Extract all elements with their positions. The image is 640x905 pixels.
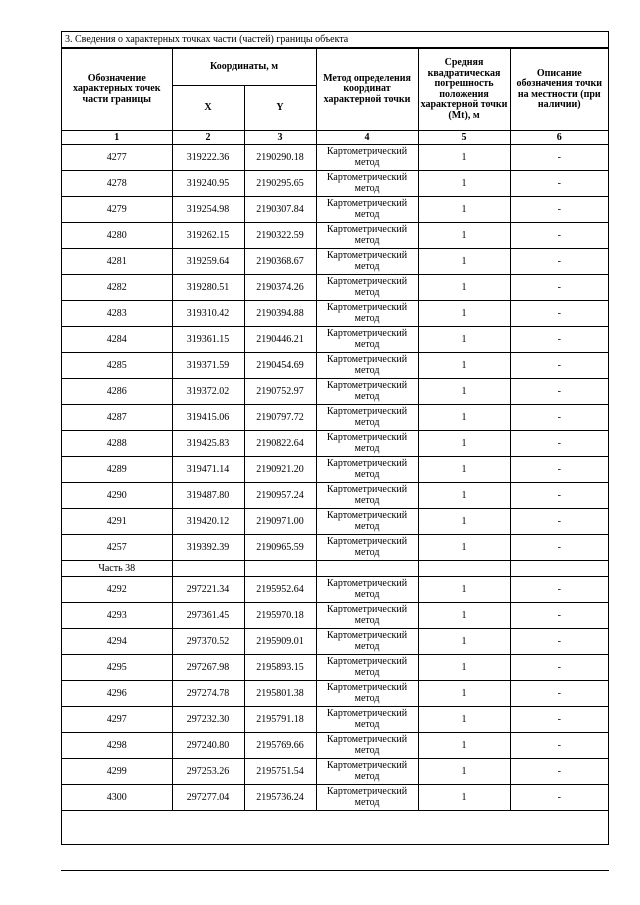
method-cell: Картометрический метод: [316, 171, 418, 197]
point-id-cell: 4296: [62, 681, 172, 707]
x-coordinate-cell: 297277.04: [172, 785, 244, 811]
document-frame: [61, 31, 609, 845]
table-row: [62, 301, 608, 327]
x-coordinate-cell: 319471.14: [172, 457, 244, 483]
table-row: [62, 577, 608, 603]
point-id-cell: 4289: [62, 457, 172, 483]
header-x: X: [172, 86, 244, 131]
description-cell: -: [510, 759, 608, 785]
table-row: [62, 733, 608, 759]
description-cell: -: [510, 535, 608, 561]
table-row: [62, 197, 608, 223]
method-cell: Картометрический метод: [316, 197, 418, 223]
point-id-cell: 4290: [62, 483, 172, 509]
y-coordinate-cell: 2190290.18: [244, 145, 316, 171]
empty-cell: [172, 561, 244, 577]
description-cell: -: [510, 655, 608, 681]
method-cell: Картометрический метод: [316, 707, 418, 733]
y-coordinate-cell: 2195970.18: [244, 603, 316, 629]
x-coordinate-cell: 319361.15: [172, 327, 244, 353]
point-id-cell: 4286: [62, 379, 172, 405]
y-coordinate-cell: 2190752.97: [244, 379, 316, 405]
table-row: [62, 405, 608, 431]
method-cell: Картометрический метод: [316, 353, 418, 379]
table-row: [62, 681, 608, 707]
point-id-cell: 4281: [62, 249, 172, 275]
table-row: [62, 457, 608, 483]
column-number: 1: [62, 131, 172, 145]
mt-error-cell: 1: [418, 301, 510, 327]
table-row: [62, 145, 608, 171]
table-row: [62, 535, 608, 561]
y-coordinate-cell: 2190446.21: [244, 327, 316, 353]
table-row: [62, 629, 608, 655]
column-number: 6: [510, 131, 608, 145]
description-cell: -: [510, 249, 608, 275]
point-id-cell: 4285: [62, 353, 172, 379]
mt-error-cell: 1: [418, 603, 510, 629]
description-cell: -: [510, 145, 608, 171]
mt-error-cell: 1: [418, 577, 510, 603]
method-cell: Картометрический метод: [316, 327, 418, 353]
mt-error-cell: 1: [418, 275, 510, 301]
table-row: [62, 353, 608, 379]
x-coordinate-cell: 319420.12: [172, 509, 244, 535]
mt-error-cell: 1: [418, 171, 510, 197]
description-cell: -: [510, 483, 608, 509]
column-number: 5: [418, 131, 510, 145]
y-coordinate-cell: 2190307.84: [244, 197, 316, 223]
y-coordinate-cell: 2195909.01: [244, 629, 316, 655]
point-id-cell: 4282: [62, 275, 172, 301]
y-coordinate-cell: 2190971.00: [244, 509, 316, 535]
header-method: Метод определения координат характерной точки: [316, 49, 418, 131]
table-row: [62, 759, 608, 785]
y-coordinate-cell: 2195769.66: [244, 733, 316, 759]
method-cell: Картометрический метод: [316, 275, 418, 301]
description-cell: -: [510, 629, 608, 655]
column-number: 2: [172, 131, 244, 145]
table-row: [62, 603, 608, 629]
method-cell: Картометрический метод: [316, 733, 418, 759]
y-coordinate-cell: 2190368.67: [244, 249, 316, 275]
header-row: [62, 49, 608, 86]
table-row: [62, 171, 608, 197]
table-row: [62, 275, 608, 301]
table-row: [62, 431, 608, 457]
mt-error-cell: 1: [418, 535, 510, 561]
table-row: [62, 327, 608, 353]
method-cell: Картометрический метод: [316, 301, 418, 327]
x-coordinate-cell: 297274.78: [172, 681, 244, 707]
method-cell: Картометрический метод: [316, 759, 418, 785]
table-row: [62, 223, 608, 249]
x-coordinate-cell: 319259.64: [172, 249, 244, 275]
table-row: [62, 483, 608, 509]
empty-cell: [510, 561, 608, 577]
x-coordinate-cell: 297240.80: [172, 733, 244, 759]
point-id-cell: 4299: [62, 759, 172, 785]
method-cell: Картометрический метод: [316, 577, 418, 603]
x-coordinate-cell: 319425.83: [172, 431, 244, 457]
method-cell: Картометрический метод: [316, 681, 418, 707]
footer-rule: [61, 870, 609, 871]
mt-error-cell: 1: [418, 785, 510, 811]
section-title: 3. Сведения о характерных точках части (частей) границы объекта: [62, 32, 608, 48]
description-cell: -: [510, 275, 608, 301]
x-coordinate-cell: 297221.34: [172, 577, 244, 603]
x-coordinate-cell: 297232.30: [172, 707, 244, 733]
header-coordinates: Координаты, м: [172, 49, 316, 86]
table-row: [62, 249, 608, 275]
mt-error-cell: 1: [418, 327, 510, 353]
x-coordinate-cell: 297253.26: [172, 759, 244, 785]
mt-error-cell: 1: [418, 483, 510, 509]
description-cell: -: [510, 577, 608, 603]
method-cell: Картометрический метод: [316, 603, 418, 629]
description-cell: -: [510, 197, 608, 223]
y-coordinate-cell: 2195791.18: [244, 707, 316, 733]
empty-cell: [418, 561, 510, 577]
method-cell: Картометрический метод: [316, 379, 418, 405]
header-y: Y: [244, 86, 316, 131]
mt-error-cell: 1: [418, 405, 510, 431]
y-coordinate-cell: 2190374.26: [244, 275, 316, 301]
point-id-cell: 4298: [62, 733, 172, 759]
x-coordinate-cell: 319392.39: [172, 535, 244, 561]
description-cell: -: [510, 603, 608, 629]
column-number: 3: [244, 131, 316, 145]
method-cell: Картометрический метод: [316, 431, 418, 457]
y-coordinate-cell: 2190454.69: [244, 353, 316, 379]
point-id-cell: 4287: [62, 405, 172, 431]
point-id-cell: 4293: [62, 603, 172, 629]
x-coordinate-cell: 319487.80: [172, 483, 244, 509]
point-id-cell: 4292: [62, 577, 172, 603]
y-coordinate-cell: 2190921.20: [244, 457, 316, 483]
x-coordinate-cell: 319415.06: [172, 405, 244, 431]
point-id-cell: 4291: [62, 509, 172, 535]
y-coordinate-cell: 2195952.64: [244, 577, 316, 603]
x-coordinate-cell: 319254.98: [172, 197, 244, 223]
description-cell: -: [510, 223, 608, 249]
description-cell: -: [510, 707, 608, 733]
x-coordinate-cell: 297370.52: [172, 629, 244, 655]
description-cell: -: [510, 733, 608, 759]
y-coordinate-cell: 2195893.15: [244, 655, 316, 681]
mt-error-cell: 1: [418, 431, 510, 457]
point-id-cell: 4280: [62, 223, 172, 249]
method-cell: Картометрический метод: [316, 629, 418, 655]
point-id-cell: 4283: [62, 301, 172, 327]
mt-error-cell: 1: [418, 249, 510, 275]
method-cell: Картометрический метод: [316, 655, 418, 681]
y-coordinate-cell: 2190295.65: [244, 171, 316, 197]
mt-error-cell: 1: [418, 733, 510, 759]
boundary-points-table: [62, 48, 608, 811]
method-cell: Картометрический метод: [316, 785, 418, 811]
y-coordinate-cell: 2195736.24: [244, 785, 316, 811]
x-coordinate-cell: 297361.45: [172, 603, 244, 629]
table-row: [62, 785, 608, 811]
method-cell: Картометрический метод: [316, 405, 418, 431]
mt-error-cell: 1: [418, 353, 510, 379]
y-coordinate-cell: 2195751.54: [244, 759, 316, 785]
mt-error-cell: 1: [418, 655, 510, 681]
header-designation: Обозначение характерных точек части границы: [62, 49, 172, 131]
table-row: [62, 707, 608, 733]
mt-error-cell: 1: [418, 379, 510, 405]
mt-error-cell: 1: [418, 681, 510, 707]
x-coordinate-cell: 319222.36: [172, 145, 244, 171]
mt-error-cell: 1: [418, 197, 510, 223]
table-row: [62, 655, 608, 681]
point-id-cell: 4300: [62, 785, 172, 811]
method-cell: Картометрический метод: [316, 509, 418, 535]
mt-error-cell: 1: [418, 145, 510, 171]
description-cell: -: [510, 405, 608, 431]
method-cell: Картометрический метод: [316, 145, 418, 171]
x-coordinate-cell: 319371.59: [172, 353, 244, 379]
description-cell: -: [510, 171, 608, 197]
x-coordinate-cell: 319310.42: [172, 301, 244, 327]
header-description: Описание обозначения точки на местности (при наличии): [510, 49, 608, 131]
x-coordinate-cell: 319262.15: [172, 223, 244, 249]
point-id-cell: 4277: [62, 145, 172, 171]
y-coordinate-cell: 2190957.24: [244, 483, 316, 509]
x-coordinate-cell: 319372.02: [172, 379, 244, 405]
description-cell: -: [510, 509, 608, 535]
method-cell: Картометрический метод: [316, 249, 418, 275]
table-row: [62, 509, 608, 535]
description-cell: -: [510, 327, 608, 353]
description-cell: -: [510, 681, 608, 707]
method-cell: Картометрический метод: [316, 535, 418, 561]
point-id-cell: 4288: [62, 431, 172, 457]
part-label: Часть 38: [62, 561, 172, 577]
y-coordinate-cell: 2190965.59: [244, 535, 316, 561]
description-cell: -: [510, 353, 608, 379]
table-row: [62, 379, 608, 405]
column-number: 4: [316, 131, 418, 145]
part-row: [62, 561, 608, 577]
description-cell: -: [510, 785, 608, 811]
y-coordinate-cell: 2190797.72: [244, 405, 316, 431]
mt-error-cell: 1: [418, 457, 510, 483]
x-coordinate-cell: 319280.51: [172, 275, 244, 301]
x-coordinate-cell: 319240.95: [172, 171, 244, 197]
point-id-cell: 4278: [62, 171, 172, 197]
description-cell: -: [510, 379, 608, 405]
method-cell: Картометрический метод: [316, 457, 418, 483]
empty-cell: [316, 561, 418, 577]
method-cell: Картометрический метод: [316, 223, 418, 249]
y-coordinate-cell: 2190822.64: [244, 431, 316, 457]
point-id-cell: 4284: [62, 327, 172, 353]
description-cell: -: [510, 431, 608, 457]
column-number-row: [62, 131, 608, 145]
x-coordinate-cell: 297267.98: [172, 655, 244, 681]
point-id-cell: 4297: [62, 707, 172, 733]
description-cell: -: [510, 301, 608, 327]
y-coordinate-cell: 2190322.59: [244, 223, 316, 249]
mt-error-cell: 1: [418, 759, 510, 785]
method-cell: Картометрический метод: [316, 483, 418, 509]
point-id-cell: 4279: [62, 197, 172, 223]
empty-cell: [244, 561, 316, 577]
point-id-cell: 4294: [62, 629, 172, 655]
header-error: Средняя квадратическая погрешность положения характерной точки (Mt), м: [418, 49, 510, 131]
mt-error-cell: 1: [418, 629, 510, 655]
y-coordinate-cell: 2190394.88: [244, 301, 316, 327]
point-id-cell: 4257: [62, 535, 172, 561]
y-coordinate-cell: 2195801.38: [244, 681, 316, 707]
description-cell: -: [510, 457, 608, 483]
mt-error-cell: 1: [418, 223, 510, 249]
point-id-cell: 4295: [62, 655, 172, 681]
mt-error-cell: 1: [418, 707, 510, 733]
mt-error-cell: 1: [418, 509, 510, 535]
